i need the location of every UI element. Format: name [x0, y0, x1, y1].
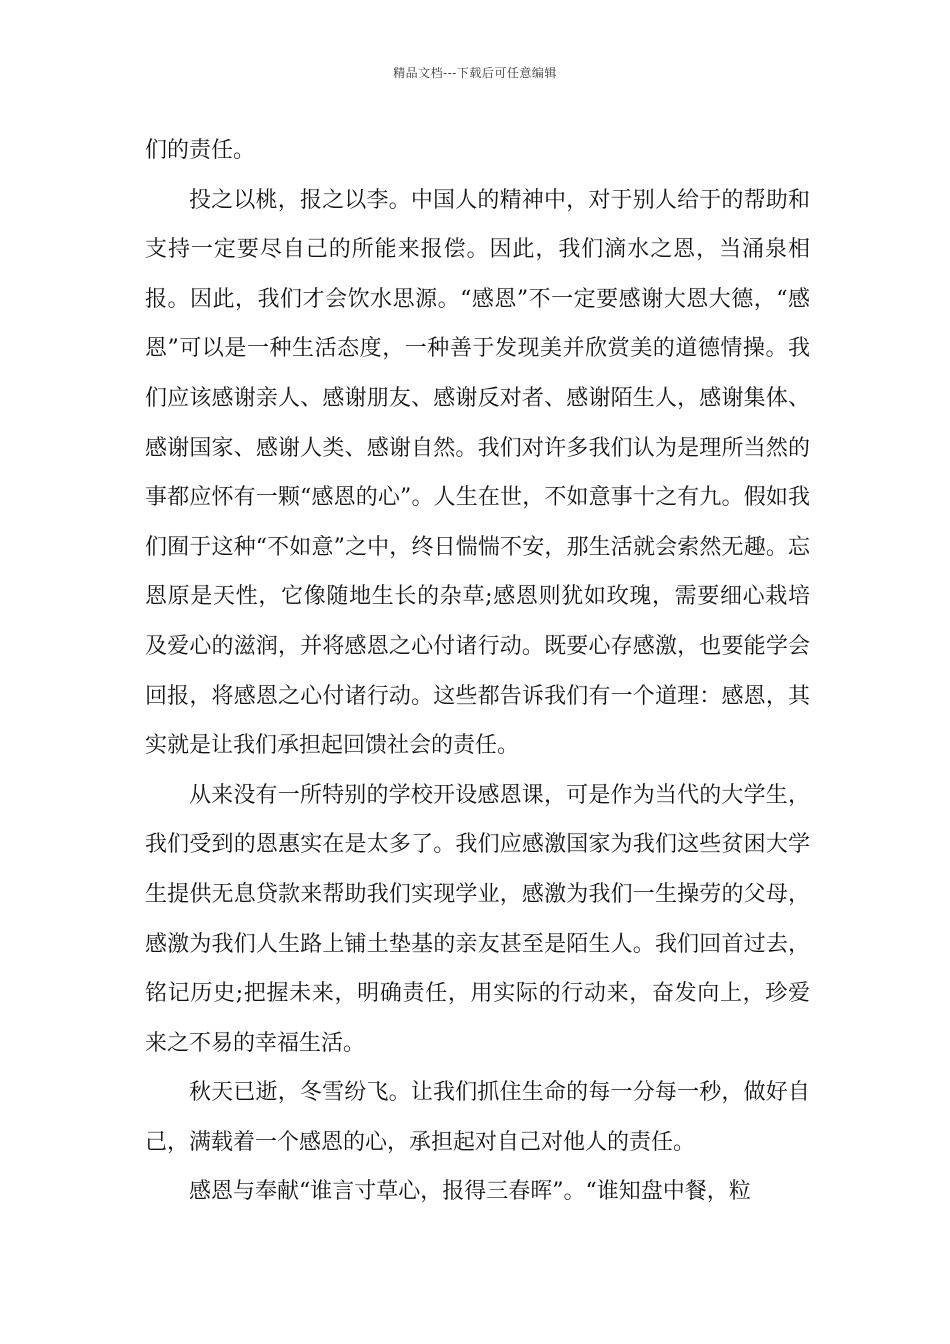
paragraph-4: 秋天已逝，冬雪纷飞。让我们抓住生命的每一分每一秒，做好自己，满载着一个感恩的心，承担起对自己对他人的责任。 — [145, 1080, 810, 1155]
paragraph-3: 从来没有一所特别的学校开设感恩课，可是作为当代的大学生，我们受到的恩惠实在是太多了。我们应感激国家为我们这些贫困大学生提供无息贷款来帮助我们实现学业，感激为我们一生操劳的父母，感激为我们人生路上铺土垫基的亲友甚至是陌生人。我们回首过去，铭记历史;把握未来，明确责任，用实际的行动来，奋发向上，珍爱来之不易的幸福生活。 — [145, 782, 810, 1056]
paragraph-1: 们的责任。 — [145, 138, 256, 163]
paragraph-2: 投之以桃，报之以李。中国人的精神中，对于别人给于的帮助和支持一定要尽自己的所能来报偿。因此，我们滴水之恩，当涌泉相报。因此，我们才会饮水思源。“感恩”不一定要感谢大恩大德，“感恩”可以是一种生活态度，一种善于发现美并欣赏美的道德情操。我们应该感谢亲人、感谢朋友、感谢反对者、感谢陌生人，感谢集体、感谢国家、感谢人类、感谢自然。我们对许多我们认为是理所当然的事都应怀有一颗“感恩的心”。人生在世，不如意事十之有九。假如我们囿于这种“不如意”之中，终日惴惴不安，那生活就会索然无趣。忘恩原是天性，它像随地生长的杂草;感恩则犹如玫瑰，需要细心栽培及爱心的滋润，并将感恩之心付诸行动。既要心存感激，也要能学会回报，将感恩之心付诸行动。这些都告诉我们有一个道理：感恩，其实就是让我们承担起回馈社会的责任。 — [145, 187, 810, 759]
document-body — [145, 126, 810, 1217]
paragraph-5: 感恩与奉献“谁言寸草心，报得三春晖”。“谁知盘中餐，粒 — [189, 1179, 751, 1205]
page-header: 精品文档---下载后可任意编辑 — [393, 66, 557, 80]
